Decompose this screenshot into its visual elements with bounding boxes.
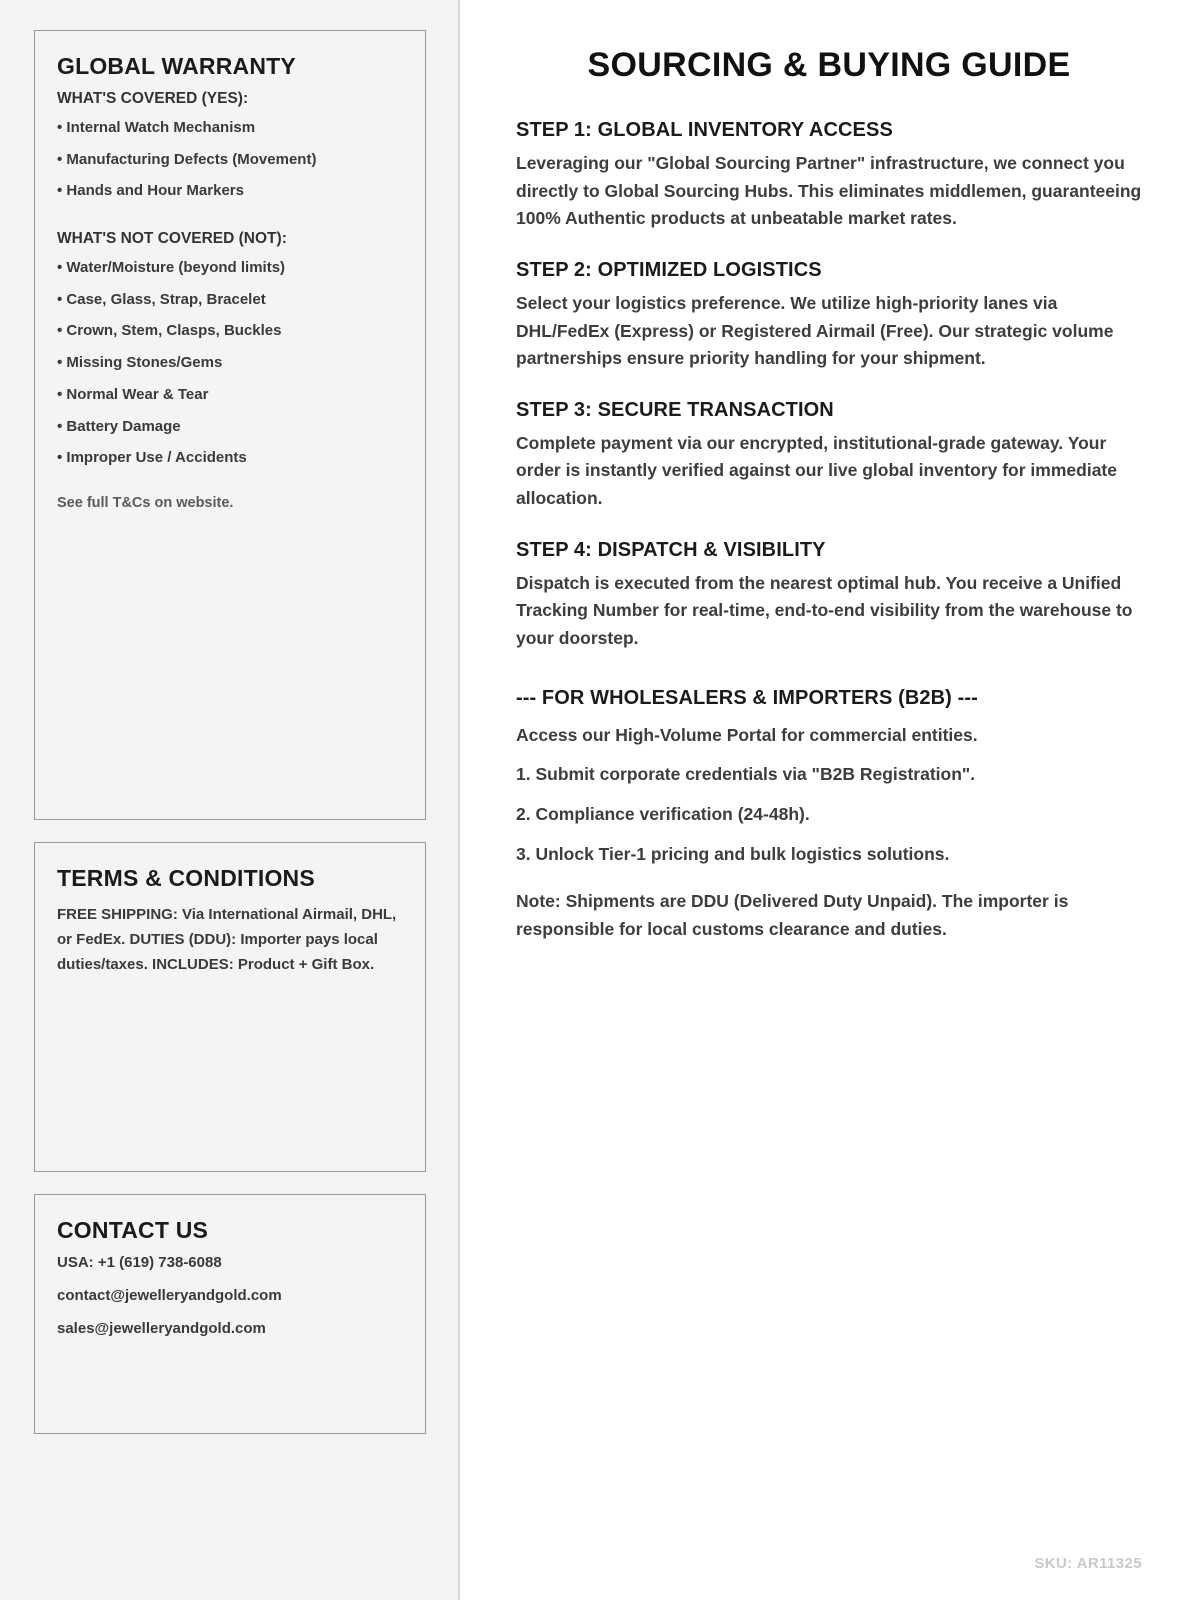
contact-email-primary[interactable]: contact@jewelleryandgold.com [57,1287,282,1304]
guide-step [516,119,1142,233]
contact-email-sales[interactable]: sales@jewelleryandgold.com [57,1320,266,1337]
terms-body: FREE SHIPPING: Via International Airmail, DHL, or FedEx. DUTIES (DDU): Importer pays local duties/taxes. INCLUDES: Product + Gift Box. [57,906,397,974]
guide-content [460,0,1200,1600]
sku-label: SKU: AR11325 [1034,1555,1142,1572]
guide-step [516,259,1142,373]
step-body: Select your logistics preference. We utilize high-priority lanes via DHL/FedEx (Express) or Registered Airmail (Free). Our strategic volume partnerships ensure priority handling for your shipment. [516,292,1114,369]
page-title: SOURCING & BUYING GUIDE [587,46,1071,84]
b2b-intro: Access our High-Volume Portal for commercial entities. [516,724,978,745]
b2b-note: Note: Shipments are DDU (Delivered Duty Unpaid). The importer is responsible for local customs clearance and duties. [516,891,1069,939]
guide-step [516,399,1142,513]
list-item: • Missing Stones/Gems [57,354,223,372]
b2b-step: 2. Compliance verification (24-48h). [516,803,810,824]
step-body: Dispatch is executed from the nearest optimal hub. You receive a Unified Tracking Number for real-time, end-to-end visibility from the warehouse to your doorstep. [516,572,1133,649]
b2b-step: 1. Submit corporate credentials via "B2B Registration". [516,764,976,785]
list-item: • Manufacturing Defects (Movement) [57,150,317,168]
list-item: • Water/Moisture (beyond limits) [57,259,286,277]
warranty-title: GLOBAL WARRANTY [57,53,296,79]
step-title: STEP 2: OPTIMIZED LOGISTICS [516,258,822,281]
terms-panel [34,842,426,1172]
b2b-step: 3. Unlock Tier-1 pricing and bulk logistics solutions. [516,843,950,864]
terms-title: TERMS & CONDITIONS [57,865,315,891]
warranty-not-covered-heading: WHAT'S NOT COVERED (NOT): [57,230,287,248]
step-body: Leveraging our "Global Sourcing Partner" infrastructure, we connect you directly to Global Sourcing Hubs. This eliminates middlemen, guaranteeing 100% Authentic products at unbeatable market rates. [516,153,1142,229]
step-title: STEP 3: SECURE TRANSACTION [516,398,834,421]
list-item: • Improper Use / Accidents [57,449,247,467]
warranty-footnote: See full T&Cs on website. [57,494,234,511]
list-item: • Normal Wear & Tear [57,385,209,403]
left-sidebar [0,0,460,1600]
list-item: • Internal Watch Mechanism [57,119,256,136]
list-item: • Hands and Hour Markers [57,182,244,200]
contact-title: CONTACT US [57,1217,209,1243]
guide-step [516,539,1142,653]
list-item: • Crown, Stem, Clasps, Buckles [57,322,282,340]
warranty-covered-heading: WHAT'S COVERED (YES): [57,90,249,107]
b2b-section-title: --- FOR WHOLESALERS & IMPORTERS (B2B) --- [516,686,978,709]
contact-panel [34,1194,426,1434]
step-body: Complete payment via our encrypted, institutional-grade gateway. Your order is instantly verified against our live global inventory for immediate allocation. [516,432,1117,509]
contact-phone[interactable]: USA: +1 (619) 738-6088 [57,1254,222,1271]
list-item: • Battery Damage [57,417,181,435]
list-item: • Case, Glass, Strap, Bracelet [57,290,266,308]
step-title: STEP 4: DISPATCH & VISIBILITY [516,538,826,561]
step-title: STEP 1: GLOBAL INVENTORY ACCESS [516,119,893,141]
warranty-panel [34,30,426,820]
